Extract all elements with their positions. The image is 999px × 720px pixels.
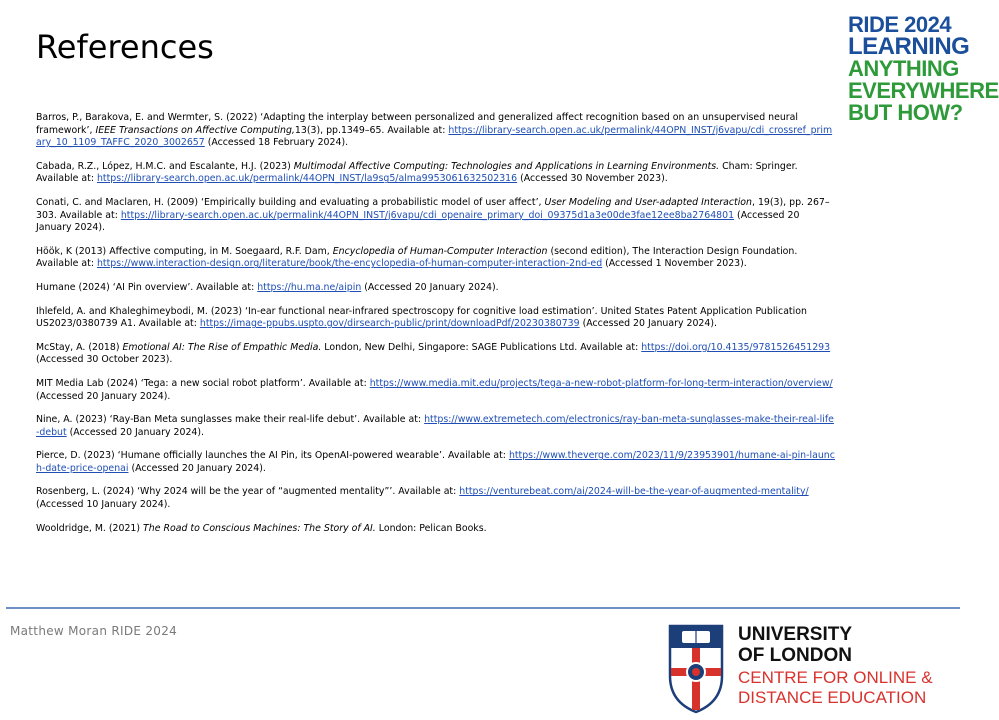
reference-accessed: (Accessed 20 January 2024).	[66, 426, 205, 438]
reference-text: Rosenberg, L. (2024) ‘Why 2024 will be the year of “augmented mentality”’. Available at:	[36, 486, 460, 498]
footer-divider	[6, 607, 960, 609]
reference-text: Nine, A. (2023) ‘Ray-Ban Meta sunglasses make their real-life debut’. Available at:	[36, 414, 425, 426]
reference-text: Cham: Springer. Available at:	[36, 160, 798, 185]
reference-accessed: (Accessed 20 January 2024).	[36, 209, 800, 234]
reference-item	[36, 197, 836, 235]
reference-italic: User Modeling and User-adapted Interaction	[544, 196, 752, 208]
uol-line-4: DISTANCE EDUCATION	[738, 688, 927, 707]
reference-accessed: (Accessed 20 January 2024).	[128, 462, 266, 474]
reference-link[interactable]: https://image-ppubs.uspto.gov/dirsearch-public/print/downloadPdf/20230380739	[199, 318, 580, 330]
reference-text: Cabada, R.Z., López, H.M.C. and Escalante, H.J. (2023)	[36, 160, 294, 172]
reference-item	[36, 161, 836, 186]
reference-text: McStay, A. (2018)	[36, 341, 123, 353]
ride-2024-logo	[848, 12, 999, 125]
reference-link[interactable]: https://www.interaction-design.org/literature/book/the-encyclopedia-of-human-computer-interaction-2nd-ed	[96, 258, 603, 270]
reference-text: MIT Media Lab (2024) ‘Tega: a new social robot platform’. Available at:	[36, 377, 370, 389]
ride-logo-line-1: RIDE 2024	[848, 12, 952, 37]
reference-accessed: (Accessed 18 February 2024).	[204, 137, 349, 149]
ride-logo-line-3: ANYTHING	[848, 56, 959, 81]
reference-link[interactable]: https://www.theverge.com/2023/11/9/23953901/humane-ai-pin-launch-date-price-openai	[36, 450, 835, 474]
ride-logo-line-4: EVERYWHERE	[848, 78, 999, 103]
reference-accessed: (Accessed 20 January 2024).	[579, 318, 717, 330]
reference-accessed: (Accessed 30 November 2023).	[517, 173, 668, 185]
reference-item	[36, 450, 836, 475]
reference-text: , 19(3), pp. 267–303. Available at:	[36, 196, 830, 221]
reference-item	[36, 486, 836, 511]
reference-text: 13(3), pp.1349–65. Available at:	[294, 124, 449, 136]
reference-link[interactable]: https://library-search.open.ac.uk/permalink/44OPN_INST/j6vapu/cdi_crossref_primary_10_1109_TAFFC_2020_3002657	[36, 124, 833, 149]
reference-accessed: (Accessed 30 October 2023).	[36, 354, 173, 366]
reference-italic: Multimodal Affective Computing: Technologies and Applications in Learning Environments.	[293, 160, 720, 172]
reference-text: Barros, P., Barakova, E. and Wermter, S. (2022) ‘Adapting the interplay between personalized and generalized affect recognition based on an unsupervised neural framework’,	[36, 112, 798, 136]
reference-text: Ihlefeld, A. and Khaleghimeybodi, M. (2023) ‘In-ear functional near-infrared spectroscopy for cognitive load estimation’. United States Patent Application Publication US2023/0380739 A1. Available at:	[36, 305, 807, 330]
reference-item	[36, 342, 836, 367]
reference-italic: The Road to Conscious Machines: The Story of AI.	[143, 522, 376, 534]
university-of-london-logo	[668, 622, 948, 718]
reference-accessed: (Accessed 20 January 2024).	[361, 281, 499, 293]
reference-link[interactable]: https://library-search.open.ac.uk/permalink/44OPN_INST/la9sg5/alma9953061632502316	[96, 173, 518, 185]
reference-link[interactable]: https://www.extremetech.com/electronics/ray-ban-meta-sunglasses-make-their-real-life-debut	[36, 414, 834, 438]
uol-shield-icon	[668, 624, 724, 714]
reference-accessed: (Accessed 10 January 2024).	[36, 499, 171, 511]
reference-text: (second edition), The Interaction Design Foundation. Available at:	[36, 245, 798, 270]
reference-link[interactable]: https://hu.ma.ne/aipin	[257, 281, 362, 293]
reference-item	[36, 246, 836, 271]
reference-text: Pierce, D. (2023) ‘Humane officially launches the AI Pin, its OpenAI-powered wearable’. Available at:	[36, 450, 509, 462]
uol-wordmark	[738, 624, 933, 708]
reference-item	[36, 523, 836, 536]
reference-link[interactable]: https://doi.org/10.4135/9781526451293	[641, 341, 831, 353]
reference-link[interactable]: https://library-search.open.ac.uk/permalink/44OPN_INST/j6vapu/cdi_openaire_primary_doi_09375d1a3e00de3fae12ee8ba2764801	[120, 209, 735, 221]
reference-text: Wooldridge, M. (2021)	[36, 522, 144, 534]
reference-text: London: Pelican Books.	[375, 522, 487, 534]
uol-line-2: OF LONDON	[738, 645, 852, 666]
reference-accessed: (Accessed 1 November 2023).	[602, 258, 747, 270]
uol-line-3: CENTRE FOR ONLINE &	[738, 668, 933, 687]
reference-italic: Encyclopedia of Human-Computer Interaction	[332, 245, 548, 257]
reference-list	[36, 112, 836, 546]
ride-logo-line-5: BUT HOW?	[848, 100, 963, 125]
reference-accessed: (Accessed 20 January 2024).	[36, 390, 171, 402]
reference-text: Conati, C. and Maclaren, H. (2009) ‘Empirically building and evaluating a probabilistic model of user affect’,	[36, 196, 545, 208]
reference-text: London, New Delhi, Singapore: SAGE Publications Ltd. Available at:	[321, 341, 642, 353]
uol-line-1: UNIVERSITY	[738, 624, 853, 645]
page-title: References	[36, 28, 214, 66]
reference-text: Humane (2024) ‘AI Pin overview’. Available at:	[36, 281, 258, 293]
reference-italic: IEEE Transactions on Affective Computing,	[95, 124, 295, 136]
presenter-footer: Matthew Moran RIDE 2024	[10, 624, 178, 638]
ride-logo-line-2: LEARNING	[848, 33, 970, 60]
reference-item	[36, 112, 836, 150]
reference-item	[36, 414, 836, 439]
reference-item	[36, 378, 836, 403]
reference-link[interactable]: https://venturebeat.com/ai/2024-will-be-the-year-of-augmented-mentality/	[459, 486, 809, 498]
reference-item	[36, 282, 836, 295]
reference-item	[36, 306, 836, 331]
reference-link[interactable]: https://www.media.mit.edu/projects/tega-a-new-robot-platform-for-long-term-interaction/overview/	[369, 377, 833, 389]
reference-text: Höök, K (2013) Affective computing, in M. Soegaard, R.F. Dam,	[36, 245, 333, 257]
reference-italic: Emotional AI: The Rise of Empathic Media.	[122, 341, 322, 353]
